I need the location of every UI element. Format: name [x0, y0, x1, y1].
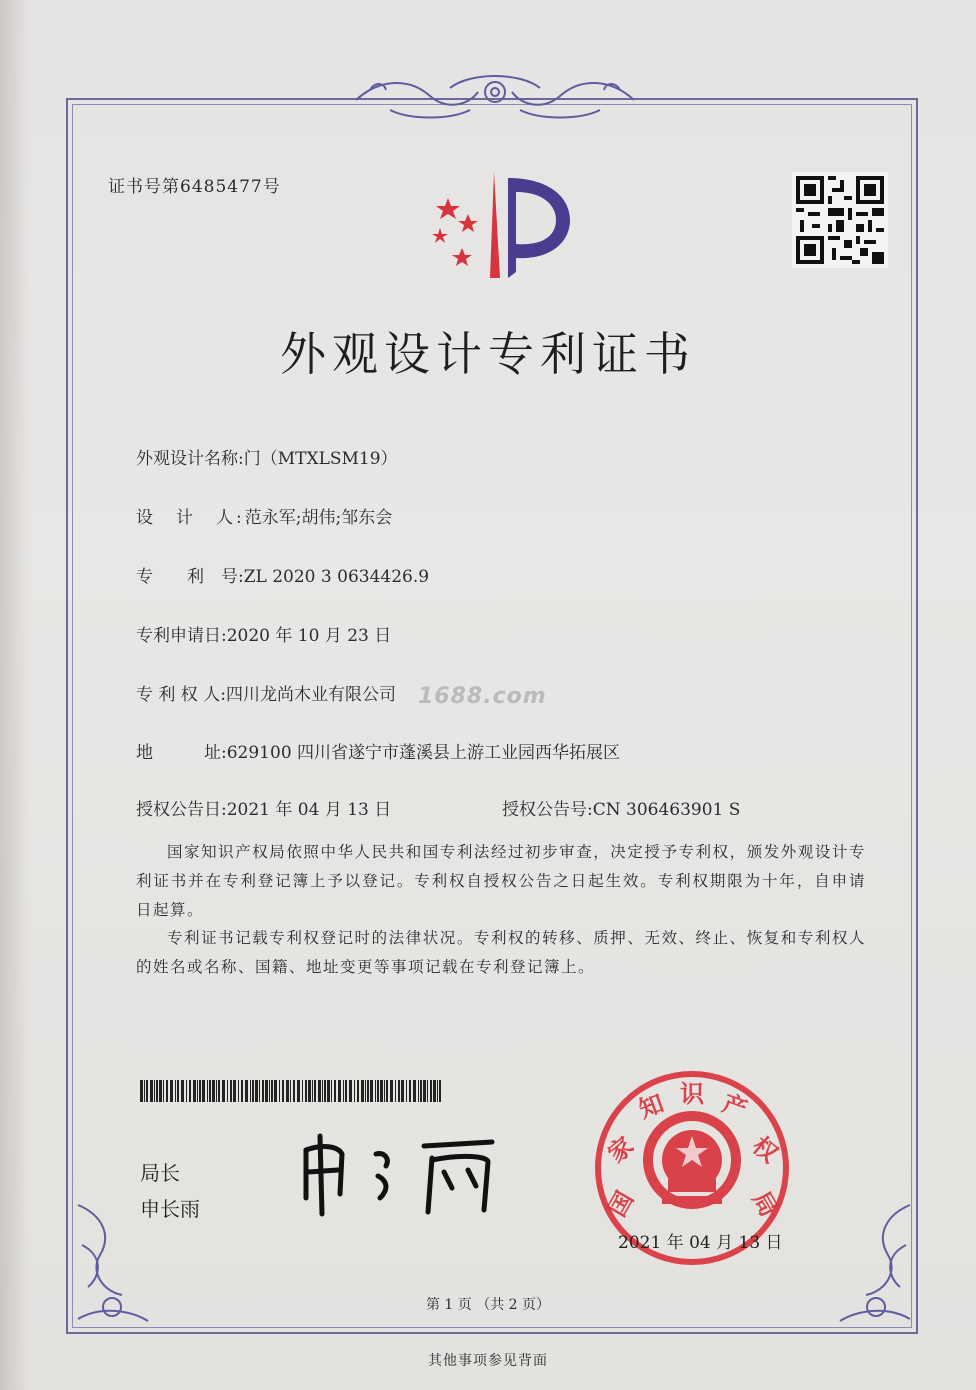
design-name-row	[136, 444, 398, 469]
address-row	[136, 738, 620, 763]
patentee-row	[136, 680, 396, 705]
patentee-label: 专 利 权 人:	[136, 685, 226, 705]
address-value: 629100 四川省遂宁市蓬溪县上游工业园西华拓展区	[226, 743, 621, 763]
design-name-value: 门（MTXLSM19）	[243, 449, 398, 469]
legal-paragraph-1: 国家知识产权局依照中华人民共和国专利法经过初步审查，决定授予专利权，颁发外观设计专利证书并在专利登记簿上予以登记。专利权自授权公告之日起生效。专利权期限为十年，自申请日起算。	[136, 843, 866, 919]
svg-text:家: 家	[602, 1131, 640, 1169]
signature-icon	[292, 1128, 512, 1218]
legal-paragraph-2: 专利证书记载专利权登记时的法律状况。专利权的转移、质押、无效、终止、恢复和专利权人的姓名或名称、国籍、地址变更等事项记载在专利登记簿上。	[136, 929, 866, 976]
patentee-value: 四川龙尚木业有限公司	[225, 685, 396, 705]
barcode-icon	[140, 1080, 444, 1102]
footer-note: 其他事项参见背面	[428, 1353, 548, 1369]
address-label: 地 址:	[136, 743, 227, 763]
filing-date-label: 专利申请日:	[136, 626, 227, 646]
cnipa-logo-icon	[420, 168, 580, 288]
svg-text:局: 局	[746, 1186, 784, 1222]
certificate-number: 证书号第6485477号	[108, 177, 281, 197]
svg-text:产: 产	[718, 1089, 751, 1124]
grant-number-value: CN 306463901 S	[592, 800, 741, 820]
filing-date-value: 2020 年 10 月 23 日	[226, 626, 392, 646]
patent-number-label: 专 利 号:	[136, 567, 244, 587]
top-ornament-icon	[350, 70, 640, 126]
svg-text:识: 识	[680, 1080, 704, 1108]
filing-date-row	[136, 621, 391, 646]
page-number: 第 1 页 （共 2 页）	[425, 1297, 551, 1313]
grant-number-label: 授权公告号:	[502, 800, 593, 820]
grant-date-value: 2021 年 04 月 13 日	[226, 800, 392, 820]
grant-number-row	[502, 795, 740, 820]
grant-date-row	[136, 795, 391, 820]
certificate-title: 外观设计专利证书	[280, 327, 696, 381]
director-title: 局长	[140, 1161, 180, 1185]
patent-number-value: ZL 2020 3 0634426.9	[243, 567, 430, 587]
designer-label: 设 计 人:	[136, 508, 245, 528]
grant-date-label: 授权公告日:	[136, 800, 227, 820]
qr-code-icon	[792, 172, 888, 268]
page-shadow	[0, 0, 30, 1390]
svg-text:知: 知	[635, 1089, 668, 1124]
patent-number-row	[136, 562, 429, 587]
svg-text:国: 国	[602, 1186, 640, 1222]
director-name: 申长雨	[140, 1197, 200, 1221]
designer-row	[136, 503, 392, 528]
designer-value: 范永军;胡伟;邹东会	[244, 508, 393, 528]
watermark-text: 1688.com	[418, 684, 547, 709]
design-name-label: 外观设计名称:	[136, 449, 244, 469]
svg-text:权: 权	[746, 1131, 784, 1169]
seal-date: 2021 年 04 月 13 日	[618, 1233, 783, 1253]
